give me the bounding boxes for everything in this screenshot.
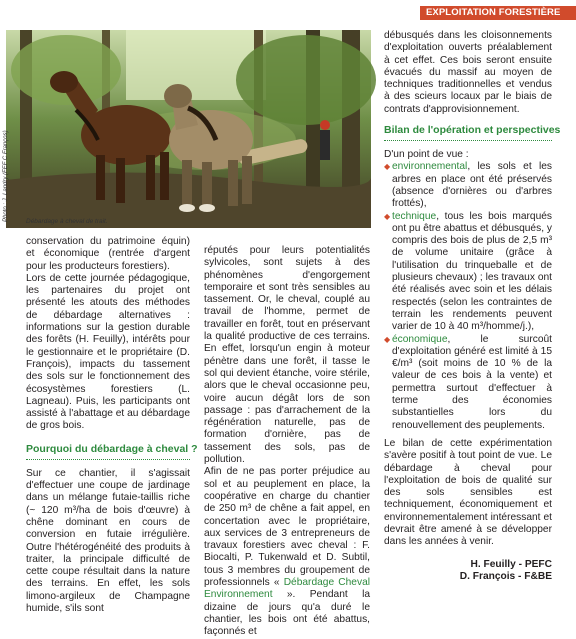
forest-horses-photo [6,30,371,228]
photo-illustration [6,30,371,228]
paragraph: Sur ce chantier, il s'agissait d'effectuer une coupe de jardinage dans un mélange futaie-taillis riche (~ 120 m³/ha de bois d'œuvre) à chêne dominant en cours de conversion en futaie irrégulière. Outre l'hétérogénéité des produits à traiter, la principale difficulté de cette coupe résultait dans la nature des terrains. En effet, les sols limono-argileux de Champagne humide, s'ils sont [26,467,190,615]
list-item: ◆ technique, tous les bois marqués ont pu être abattus et débusqués, y compris des bois de plus de 2,5 m³ de volume unitaire (grâce à l'utilisation du trinqueballe et de plusieurs chevaux) ; les travaux ont été réalisés avec soin et les délais respectés (selon les contraintes de terrain les rendements peuvent varier de 10 à 40 m³/homme/j.), [384,210,552,333]
intro-text: D'un point de vue : [384,149,469,161]
paragraph: réputés pour leurs potentialités sylvicoles, sont sujets à des phénomènes d'engorgement temporaire et sont très sensibles au tassement. Or, le cheval, couplé au travail de l'homme, permet de travailler en forêt, tout en préservant la qualité productive de ces terrains. En effet, lorsqu'un engin à moteur pénètre dans une forêt, il tasse le sol qui devient étanche, voire stérile, alors que le cheval occasionne peu, voire aucun dégât lors de son passage : pas d'arrachement de la régénération naturelle, pas de formation d'ornière, pas de tassement des sols, pas de pollution. [204,245,370,466]
bullet-diamond-icon: ◆ [384,211,391,221]
highlight-term: Débardage Cheval Environnement [204,577,370,601]
section-heading-why-horse: Pourquoi du débardage à cheval ? [26,443,190,460]
bullet-diamond-icon: ◆ [384,162,391,172]
photo-credit: Photo : J. Landry (FEF C Franços) [3,130,9,222]
column-2 [204,245,370,639]
column-1 [26,236,198,615]
column-3 [384,30,561,583]
results-list [384,161,552,432]
paragraph: Lors de cette journée pédagogique, les partenaires du projet ont présenté les atouts des méthodes de débardage alternatives : informations sur la gestion durable des forêts (H. Feuilly), intérêts pour le gestionnaire et le propriétaire (D. François), impacts du tassement des sols sur le fonctionnement des écosystèmes forestiers (L. Lagneau). Puis, les participants ont assisté à l'abattage et au débardage de gros bois. [26,272,190,432]
photo-caption: Débardage à cheval de trait. [26,218,108,225]
forester-figure [320,120,330,160]
author-signature: H. Feuilly - PEFC D. François - F&BE [459,558,552,582]
list-item: ◆ environnemental, les sols et les arbres en place ont été préservés (absence d'ornières ou d'arbres frottés), [384,161,552,210]
section-heading-results: Bilan de l'opération et perspectives [384,124,552,141]
paragraph: Afin de ne pas porter préjudice au sol et au peuplement en place, la coopérative en charge du chantier de 250 m³ de chêne a fait appel, en concertation avec le propriétaire, aux services de 3 entrepreneurs de travaux forestiers avec cheval : F. Biocalti, P. Tukenwald et D. Subtil, tous 3 membres du groupement de professionnels « Débardage Cheval Environnement ». Pendant la dizaine de jours qu'a duré le chantier, les bois ont été abattus, façonnés et [204,466,370,638]
paragraph: débusqués dans les cloisonnements d'exploitation ouverts préalablement à cet effet. Ces bois seront ensuite évacués du massif au moyen de techniques traditionnelles et vendus à des scieurs locaux par le biais de contrats d'approvisionnement. [384,30,552,115]
section-header-bar [420,6,576,20]
list-item: ◆ économique, le surcoût d'exploitation généré est limité à 15 €/m³ (soit moins de 10 % de la valeur de ces bois à la vente) et permettra surtout d'effectuer à terme des économies substantielles lors du renouvellement des peuplements. [384,333,552,431]
section-label: EXPLOITATION FORESTIÈRE [426,7,561,18]
conclusion-paragraph: Le bilan de cette expérimentation s'avère positif à tout point de vue. Le débardage à cheval pour l'exploitation de bois de qualité sur des sols sensibles est techniquement, économiquement et environnementalement intéressant et devrait être amené à se développer dans les années à venir. [384,437,552,548]
bullet-diamond-icon: ◆ [384,334,391,344]
paragraph: conservation du patrimoine équin) et économique (rentrée d'argent pour les producteurs forestiers). [26,236,190,272]
